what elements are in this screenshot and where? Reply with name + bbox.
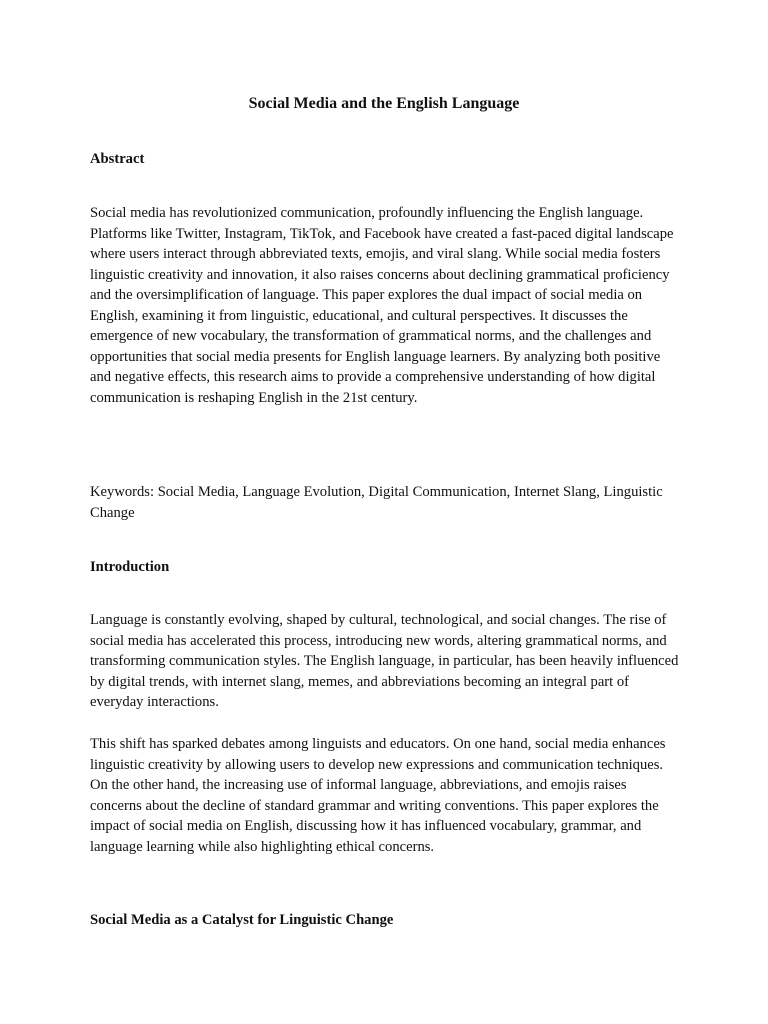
introduction-paragraph-2: This shift has sparked debates among linguists and educators. On one hand, social media enhances linguistic creativity by allowing users to develop new expressions and communication techniques. On the other hand, the increasing use of informal language, abbreviations, and emojis raises concerns about the decline of standard grammar and writing conventions. This paper explores the impact of social media on English, discussing how it has influenced vocabulary, grammar, and language learning while also highlighting ethical concerns. (90, 736, 666, 855)
section-heading-catalyst: Social Media as a Catalyst for Linguistic Change (90, 912, 394, 928)
abstract-paragraph: Social media has revolutionized communication, profoundly influencing the English language. Platforms like Twitter, Instagram, TikTok, and Facebook have created a fast-paced digital landscape where users interact through abbreviated texts, emojis, and viral slang. While social media fosters linguistic creativity and innovation, it also raises concerns about declining grammatical proficiency and the oversimplification of language. This paper explores the dual impact of social media on English, examining it from linguistic, educational, and cultural perspectives. It discusses the emergence of new vocabulary, the transformation of grammatical norms, and the challenges and opportunities that social media presents for English language learners. By analyzing both positive and negative effects, this research aims to provide a comprehensive understanding of how digital communication is reshaping English in the 21st century. (90, 205, 674, 406)
keywords-paragraph: Keywords: Social Media, Language Evolution, Digital Communication, Internet Slang, Linguistic Change (90, 484, 663, 521)
page-title: Social Media and the English Language (248, 95, 520, 112)
introduction-paragraph-1: Language is constantly evolving, shaped by cultural, technological, and social changes. The rise of social media has accelerated this process, introducing new words, altering grammatical norms, and transforming communication styles. The English language, in particular, has been heavily influenced by digital trends, with internet slang, memes, and abbreviations becoming an integral part of everyday interactions. (90, 612, 679, 710)
introduction-heading: Introduction (90, 559, 170, 575)
abstract-heading: Abstract (90, 151, 145, 167)
